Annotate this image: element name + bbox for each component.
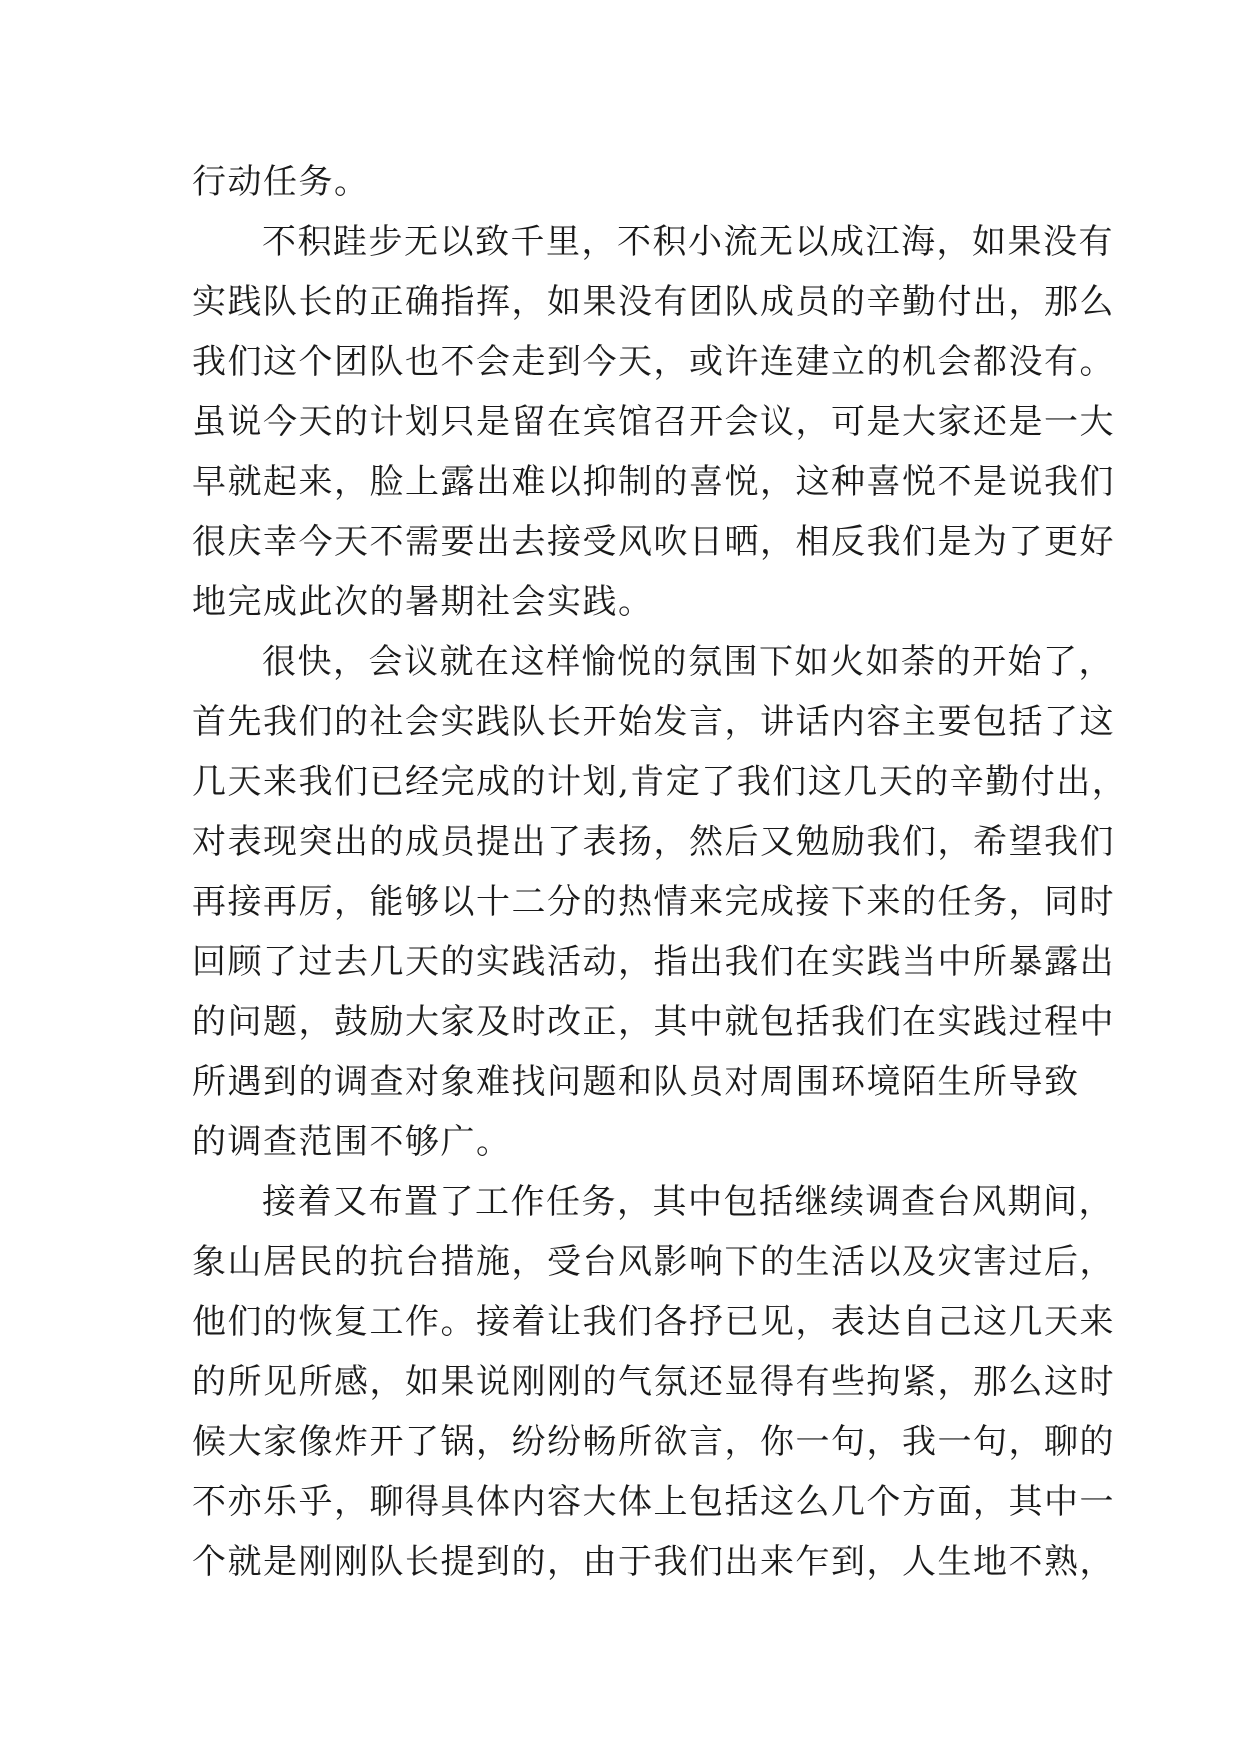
text-line: 对表现突出的成员提出了表扬，然后又勉励我们，希望我们	[192, 822, 1115, 862]
text-line: 首先我们的社会实践队长开始发言，讲话内容主要包括了这	[192, 702, 1115, 742]
text-line: 候大家像炸开了锅，纷纷畅所欲言，你一句，我一句，聊的	[192, 1422, 1115, 1462]
text-line: 几天来我们已经完成的计划,肯定了我们这几天的辛勤付出，	[192, 762, 1128, 802]
text-line: 的调查范围不够广。	[192, 1122, 512, 1162]
text-line: 地完成此次的暑期社会实践。	[192, 582, 654, 622]
text-line: 很快，会议就在这样愉悦的氛围下如火如荼的开始了，	[262, 642, 1114, 682]
text-line: 个就是刚刚队长提到的，由于我们出来乍到，人生地不熟，	[192, 1542, 1115, 1582]
text-line: 回顾了过去几天的实践活动，指出我们在实践当中所暴露出	[192, 942, 1115, 982]
text-line: 象山居民的抗台措施，受台风影响下的生活以及灾害过后，	[192, 1242, 1115, 1282]
text-line: 接着又布置了工作任务，其中包括继续调查台风期间，	[262, 1182, 1114, 1222]
text-line: 很庆幸今天不需要出去接受风吹日晒，相反我们是为了更好	[192, 522, 1115, 562]
text-line: 不亦乐乎，聊得具体内容大体上包括这么几个方面，其中一	[192, 1482, 1115, 1522]
text-line: 虽说今天的计划只是留在宾馆召开会议，可是大家还是一大	[192, 402, 1115, 442]
text-line: 他们的恢复工作。接着让我们各抒已见，表达自己这几天来	[192, 1302, 1115, 1342]
text-line: 早就起来，脸上露出难以抑制的喜悦，这种喜悦不是说我们	[192, 462, 1115, 502]
text-line: 的所见所感，如果说刚刚的气氛还显得有些拘紧，那么这时	[192, 1362, 1115, 1402]
body-text	[192, 152, 1128, 1592]
text-line: 所遇到的调查对象难找问题和队员对周围环境陌生所导致	[192, 1062, 1080, 1102]
text-line: 再接再厉，能够以十二分的热情来完成接下来的任务，同时	[192, 882, 1115, 922]
text-line: 不积跬步无以致千里，不积小流无以成江海，如果没有	[262, 222, 1114, 262]
text-line: 的问题，鼓励大家及时改正，其中就包括我们在实践过程中	[192, 1002, 1115, 1042]
text-line: 实践队长的正确指挥，如果没有团队成员的辛勤付出，那么	[192, 282, 1115, 322]
text-line: 我们这个团队也不会走到今天，或许连建立的机会都没有。	[192, 342, 1115, 382]
text-line: 行动任务。	[192, 162, 370, 202]
